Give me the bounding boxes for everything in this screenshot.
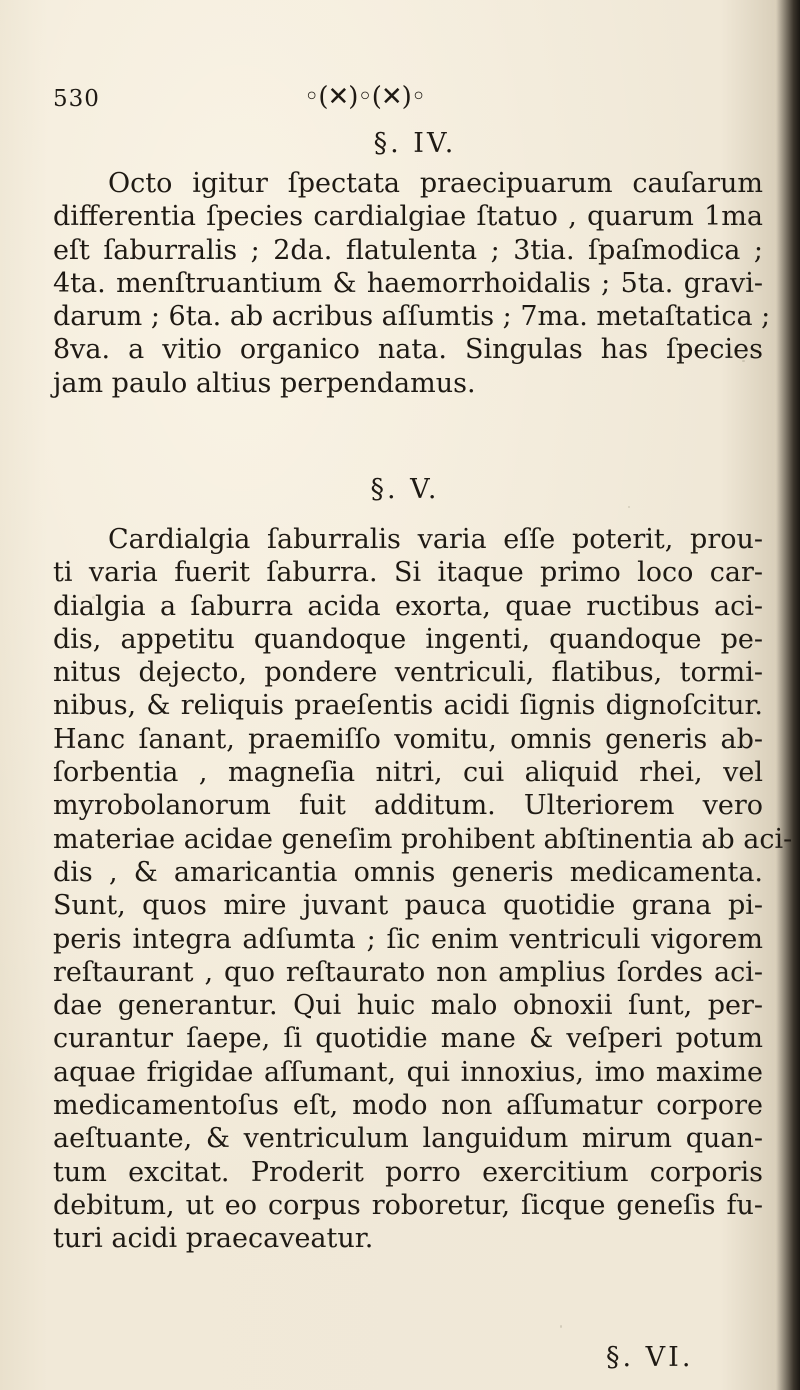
paper-speck [560, 1325, 562, 1328]
text-line: dae generantur. Qui huic malo obnoxii ſunt, per- [53, 990, 763, 1022]
text-line: debitum, ut eo corpus roboretur, ſicque geneſis fu- [53, 1189, 763, 1221]
paper-speck [742, 360, 745, 362]
text-line: medicamentoſus eſt, modo non aſſumatur corpore [53, 1090, 763, 1122]
header-ornament: ◦(✕)◦(✕)◦ [304, 82, 426, 112]
text-line: reſtaurant , quo reſtaurato non amplius ſordes aci- [53, 956, 763, 988]
text-line: differentia ſpecies cardialgiae ſtatuo , quarum 1ma [53, 201, 763, 233]
text-line: materiae acidae geneſim prohibent abſtinentia ab aci- [53, 823, 793, 855]
text-line: dialgia a ſaburra acida exorta, quae ructibus aci- [53, 590, 763, 622]
text-line: jam paulo altius perpendamus. [53, 367, 476, 399]
text-line: eſt ſaburralis ; 2da. flatulenta ; 3tia. ſpaſmodica ; [53, 234, 763, 266]
section-heading-iv: §. IV. [373, 128, 457, 159]
text-line: tum excitat. Proderit porro exercitium corporis [53, 1156, 763, 1188]
text-line: aquae frigidae aſſumant, qui innoxius, imo maxime [53, 1056, 763, 1088]
text-line: nibus, & reliquis praeſentis acidi ſignis dignoſcitur. [53, 690, 763, 722]
running-header [0, 82, 800, 126]
text-line: myrobolanorum fuit additum. Ulteriorem vero [53, 790, 763, 822]
text-line: ti varia fuerit ſaburra. Si itaque primo loco car- [53, 557, 763, 589]
text-line: dis, appetitu quandoque ingenti, quandoque pe- [53, 623, 763, 655]
text-line: turi acidi praecaveatur. [53, 1223, 374, 1255]
paper-speck [92, 596, 95, 599]
text-line: ſorbentia , magneſia nitri, cui aliquid rhei, vel [53, 757, 763, 789]
page-number: 530 [53, 86, 100, 112]
text-line: Sunt, quos mire juvant pauca quotidie grana pi- [53, 890, 763, 922]
paragraph-section-iv [53, 167, 771, 400]
text-line: peris integra adſumta ; ſic enim ventriculi vigorem [53, 923, 763, 955]
text-line: nitus dejecto, pondere ventriculi, flatibus, tormi- [53, 657, 763, 689]
text-line: darum ; 6ta. ab acribus aſſumtis ; 7ma. metaſtatica ; [53, 301, 771, 333]
text-line: 8va. a vitio organico nata. Singulas has ſpecies [53, 334, 763, 366]
section-heading-v: §. V. [370, 474, 440, 505]
text-line: aeſtuante, & ventriculum languidum mirum quan- [53, 1123, 763, 1155]
text-line: Hanc ſanant, praemiſſo vomitu, omnis generis ab- [53, 723, 763, 755]
text-line: Cardialgia ſaburralis varia eſſe poterit, prou- [108, 524, 763, 555]
section-heading-vi: §. VI. [606, 1342, 694, 1373]
paper-speck [628, 506, 630, 508]
text-line: Octo igitur ſpectata praecipuarum cauſarum [108, 168, 763, 199]
text-line: dis , & amaricantia omnis generis medicamenta. [53, 856, 763, 888]
paragraph-section-v [53, 523, 793, 1256]
text-line: curantur ſaepe, ſi quotidie mane & veſperi potum [53, 1023, 763, 1055]
text-line: 4ta. menſtruantium & haemorrhoidalis ; 5ta. gravi- [53, 267, 763, 299]
